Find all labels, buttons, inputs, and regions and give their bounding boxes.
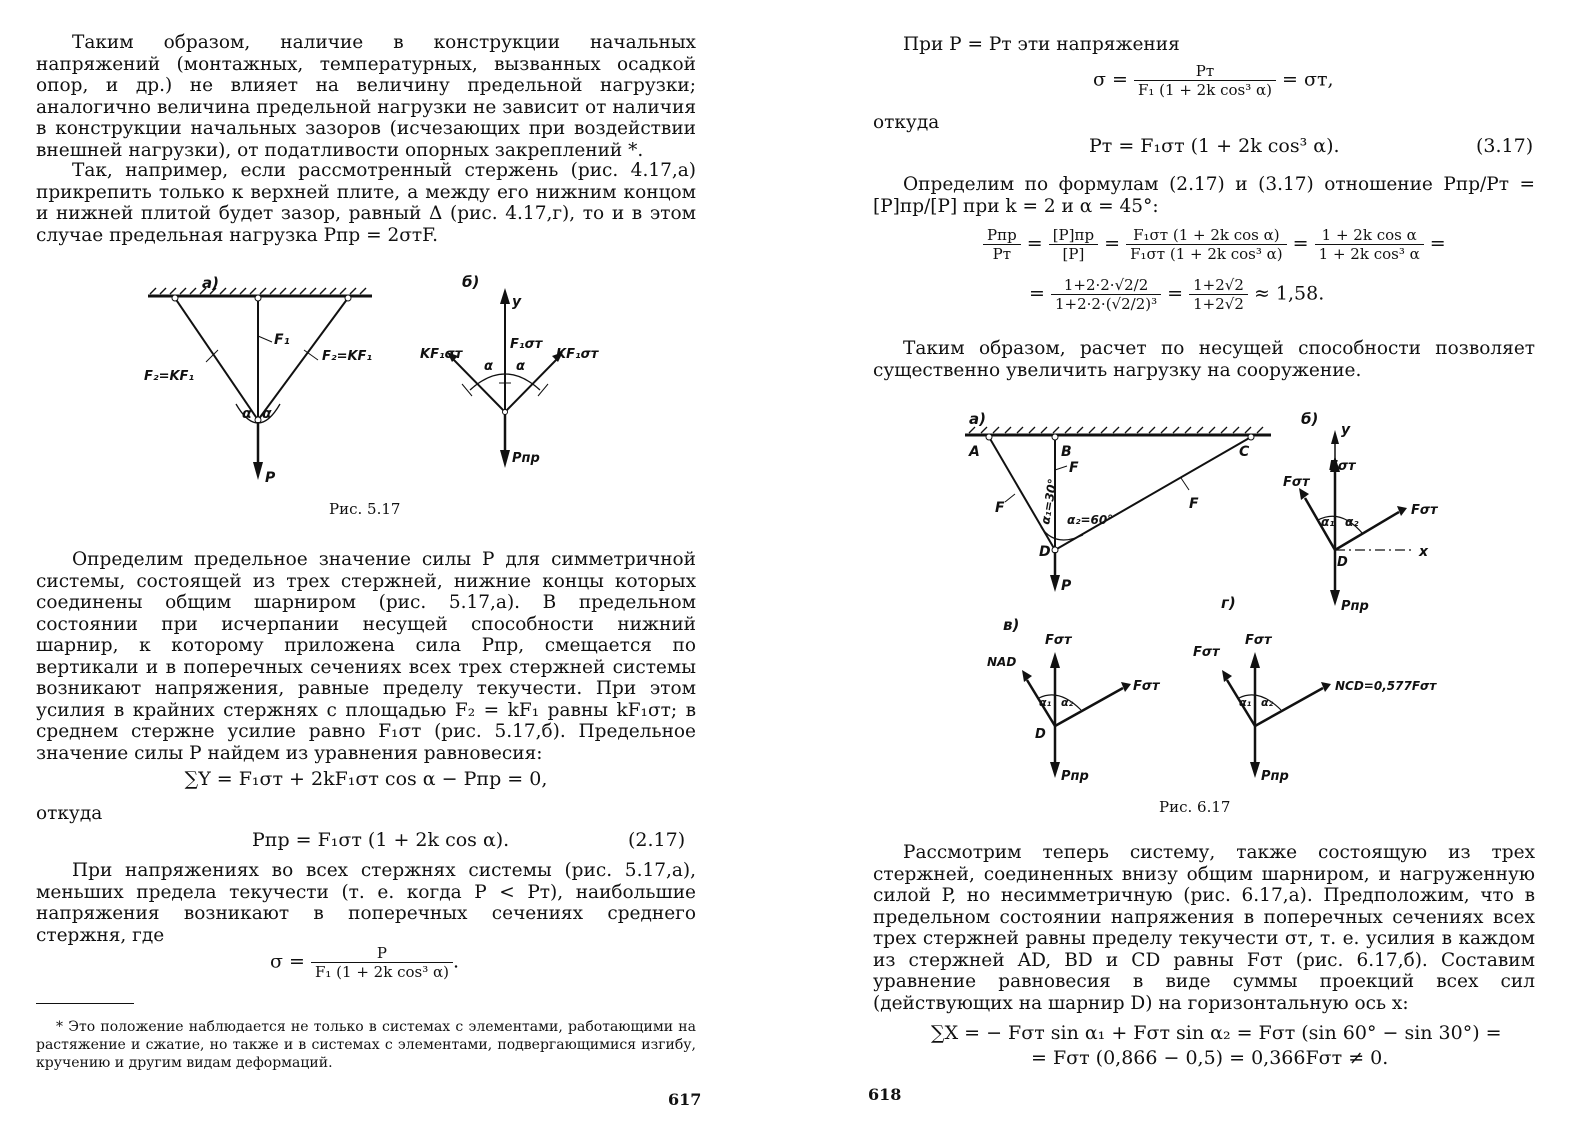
kf1s-left-label: KF₁σт	[420, 347, 463, 362]
sigma-fraction	[311, 944, 453, 981]
fig6-g-label: г)	[1221, 594, 1236, 612]
footnote: * Это положение наблюдается не только в системах с элементами, работающими на растяжение и сжатие, но также и в системах с элементами, подвергающимися изгибу, кручению и другим видам деформаций.	[36, 1019, 696, 1071]
f2-left-label: F₂=KF₁	[144, 369, 195, 384]
fig-b-label: б)	[462, 273, 480, 291]
ratio-d-num: 1 + 2k cos α	[1315, 226, 1424, 245]
ppr-label: Pпр	[512, 451, 540, 466]
fst-v-vertical: Fσт	[1045, 633, 1072, 648]
alpha-right: α	[262, 406, 272, 422]
otkuda-2: откуда	[873, 112, 940, 133]
page-number-right: 618	[868, 1085, 902, 1104]
ratio-c-den: F₁σт (1 + 2k cos³ α)	[1130, 245, 1283, 263]
figure-6-17	[793, 0, 1586, 820]
p-force-label: P	[1061, 578, 1072, 594]
point-d-label: D	[1039, 544, 1051, 560]
sigma-lhs: σ =	[270, 950, 305, 973]
ratio-f-den: 1+2√2	[1193, 295, 1244, 313]
alpha2-g: α₂	[1261, 696, 1274, 709]
ratio-b-num: [P]пр	[1049, 226, 1098, 245]
equation-sum-x-line2: = Fσт (0,866 − 0,5) = 0,366Fσт ≠ 0.	[1031, 1047, 1389, 1069]
point-c-label: C	[1239, 444, 1250, 460]
alpha1-b: α₁	[1321, 515, 1335, 529]
fst-vertical-label: Fσт	[1329, 459, 1356, 474]
equation-sum-y: ∑Y = F₁σт + 2kF₁σт cos α − Pпр = 0,	[184, 768, 548, 790]
ppr-g-label: Pпр	[1261, 769, 1289, 784]
paragraph-1: Таким образом, наличие в конструкции начальных напряжений (монтажных, температурных, вызванных осадкой опор, и др.) не влияет на величину предельной нагрузки; аналогично величина предельной нагрузки не зависит от наличия в конструкции начальных зазоров (исчезающих при воздействии внешней нагрузки), от податливости опорных закреплений *.	[36, 32, 696, 161]
p-label: P	[265, 470, 276, 486]
bar-ad-f-label: F	[995, 500, 1005, 516]
alpha2-v: α₂	[1061, 696, 1074, 709]
paragraph-r1: При P = Pт эти напряжения	[903, 34, 1180, 55]
eq1-denominator: F₁ (1 + 2k cos³ α)	[1137, 81, 1272, 99]
x-axis-label: x	[1419, 544, 1429, 560]
paragraph-r4: Рассмотрим теперь систему, также состоящую из трех стержней, соединенных внизу общим шарниром, и нагруженную силой P, но несимметричную (рис. 6.17,а). Предположим, что в предельном состоянии напряжения в поперечных сечениях всех трех стержней равны пределу текучести σт, т. е. усилия в каждом из стержней AD, BD и CD равны Fσт (рис. 6.17,б). Составим уравнение равновесия в виде суммы проекций всех сил (действующих на шарнир D) на горизонтальную ось x:	[873, 842, 1535, 1014]
paragraph-3: Определим предельное значение силы P для симметричной системы, состоящей из трех стержней, нижние концы которых соединены общим шарниром (рис. 5.17,а). В предельном состоянии при исчерпании несущей способности нижний шарнир, к которому приложена сила Pпр, смещается по вертикали и в поперечных сечениях всех трех стержней системы возникают напряжения, равные пределу текучести. При этом усилия в крайних стержнях с площадью F₂ = kF₁ равны kF₁σт; в среднем стержне усилие равно F₁σт (рис. 5.17,б). Предельное значение силы P найдем из уравнения равновесия:	[36, 549, 696, 764]
paragraph-2: Так, например, если рассмотренный стержень (рис. 4.17,а) прикрепить только к верхней плите, а между его нижним концом и нижней плитой будет зазор, равный Δ (рис. 4.17,г), то и в этом случае предельная нагрузка Pпр = 2σтF.	[36, 160, 696, 246]
point-d-v-label: D	[1035, 727, 1046, 742]
ratio-equation-line2: = $\frac{1+2\cdot 2\cdot√2/2}{\text{1+2·2·(√2/2)³}}$ = $\frac{1+2√2}{1+2√2}$ ≈ 1,58.	[1029, 276, 1325, 313]
y-axis-6-label: y	[1341, 422, 1351, 438]
bar-bd-f-label: F	[1069, 460, 1079, 476]
right-page	[793, 0, 1586, 1148]
fig6-a-label: а)	[969, 410, 986, 428]
paragraph-r2: Определим по формулам (2.17) и (3.17) отношение Pпр/Pт = [P]пр/[P] при k = 2 и α = 45°:	[873, 174, 1535, 217]
ratio-c-num: F₁σт (1 + 2k cos α)	[1126, 226, 1287, 245]
alpha2-b: α₂	[1345, 515, 1359, 529]
alpha1-v: α₁	[1039, 696, 1052, 709]
eq1-lhs: σ =	[1093, 68, 1128, 91]
fig6-v-label: в)	[1003, 616, 1020, 634]
ratio-result: ≈ 1,58.	[1253, 282, 1325, 305]
fst-g-vertical: Fσт	[1245, 633, 1272, 648]
ratio-e-num: 1+2·2·√2/2	[1051, 276, 1161, 295]
figure-caption-5-17: Рис. 5.17	[329, 500, 401, 518]
fst-v-right: Fσт	[1133, 679, 1160, 694]
eq1-numerator: Pт	[1134, 62, 1276, 81]
alpha-left: α	[242, 406, 252, 422]
alpha2-label: α₂=60°	[1067, 513, 1114, 527]
equation-sum-x-line1: ∑X = − Fσт sin α₁ + Fσт sin α₂ = Fσт (sin 60° − sin 30°) =	[931, 1022, 1502, 1044]
alpha1-label: α₁=30°	[1038, 477, 1060, 526]
sigma-numerator: P	[311, 944, 453, 963]
ncd-label: NCD=0,577Fσт	[1335, 679, 1437, 693]
equation-ppr: Pпр = F₁σт (1 + 2k cos α).	[252, 829, 510, 851]
ppr-b-label: Pпр	[1341, 599, 1369, 614]
ppr-v-label: Pпр	[1061, 769, 1089, 784]
equation-sigma: σ = $\frac{P}{\text{F₁ (1 + 2k cos³ α)}}$ .	[270, 944, 460, 981]
fig6-b-label: б)	[1301, 410, 1319, 428]
f2-right-label: F₂=KF₁	[322, 349, 373, 364]
point-a-label: A	[969, 444, 980, 460]
ratio-equation-line1: $\frac{\text{Pпр}}{Pт}$ = $\frac{[P]пр}{[P]}$ = $\frac{\text{F₁σт (1 + 2k cos α)}}{\text{F₁σт (1 + 2k cos³ α)}}$ = $\frac{\text{1 + 2k cos α}}{\text{1 + 2k cos³ α}}$ =	[983, 226, 1446, 263]
ratio-d-den: 1 + 2k cos³ α	[1318, 245, 1420, 263]
page-number-left: 617	[668, 1090, 702, 1109]
equation-pt: Pт = F₁σт (1 + 2k cos³ α).	[1089, 135, 1340, 157]
fst-left-label: Fσт	[1283, 475, 1310, 490]
f1-label: F₁	[274, 332, 290, 348]
equation-number-2-17: (2.17)	[628, 829, 686, 851]
f1s-label: F₁σт	[510, 337, 543, 352]
point-b-label: B	[1061, 444, 1072, 460]
alpha-b-right: α	[516, 359, 525, 374]
figure-5-17	[0, 0, 793, 520]
equation-number-3-17: (3.17)	[1476, 135, 1534, 157]
ratio-a-num: Pпр	[983, 226, 1021, 245]
fig-a-label: а)	[202, 274, 219, 292]
alpha1-g: α₁	[1239, 696, 1252, 709]
bar-cd-f-label: F	[1189, 496, 1199, 512]
sigma-denominator: F₁ (1 + 2k cos³ α)	[314, 963, 449, 981]
fst-right-label: Fσт	[1411, 503, 1438, 518]
point-d-b-label: D	[1337, 555, 1348, 570]
ratio-a-den: Pт	[992, 245, 1012, 263]
eq1-rhs: = σт,	[1282, 68, 1334, 91]
ratio-b-den: [P]	[1062, 245, 1085, 263]
kf1s-right-label: KF₁σт	[556, 347, 599, 362]
ratio-f-num: 1+2√2	[1189, 276, 1248, 295]
otkuda-1: откуда	[36, 803, 103, 824]
alpha-b-left: α	[484, 359, 493, 374]
paragraph-4: При напряжениях во всех стержнях системы (рис. 5.17,а), меньших предела текучести (т. е. когда P < Pт), наибольшие напряжения возникают в поперечных сечениях среднего стержня, где	[36, 860, 696, 946]
footnote-rule	[36, 1003, 134, 1004]
y-axis-label: y	[512, 294, 522, 310]
ratio-e-den: 1+2·2·(√2/2)³	[1054, 295, 1158, 313]
figure-caption-6-17: Рис. 6.17	[1159, 798, 1231, 816]
paragraph-r3: Таким образом, расчет по несущей способности позволяет существенно увеличить нагрузку на сооружение.	[873, 338, 1535, 381]
nad-label: NAD	[987, 655, 1017, 669]
fst-g-left: Fσт	[1193, 645, 1220, 660]
